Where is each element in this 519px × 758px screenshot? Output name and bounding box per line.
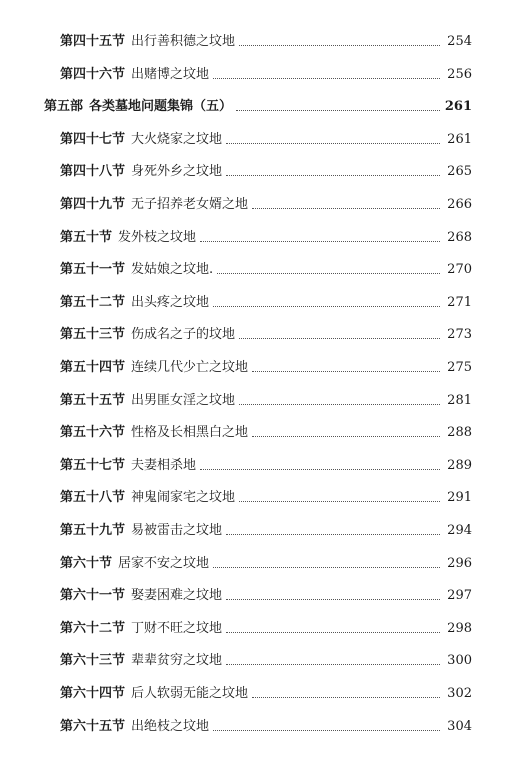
toc-title: 娶妻困难之坟地 bbox=[131, 588, 223, 604]
toc-page-number: 256 bbox=[447, 66, 472, 82]
toc-leader-dots bbox=[226, 174, 440, 176]
toc-page-number: 254 bbox=[447, 34, 472, 49]
toc-section-number: 第五部 bbox=[44, 99, 84, 115]
toc-title: 易被雷击之坟地 bbox=[131, 523, 223, 538]
toc-leader-dots bbox=[226, 598, 440, 600]
toc-entry bbox=[0, 586, 519, 606]
toc-page-number: 294 bbox=[447, 523, 472, 538]
toc-section-number: 第五十八节 bbox=[60, 490, 126, 506]
toc-title: 后人软弱无能之坟地 bbox=[131, 686, 249, 701]
toc-title: 发外枝之坟地 bbox=[118, 229, 197, 245]
toc-section-number: 第五十五节 bbox=[60, 392, 126, 408]
toc-section-number: 第五十三节 bbox=[60, 327, 126, 343]
toc-page-number: 304 bbox=[447, 718, 472, 734]
toc-leader-dots bbox=[200, 468, 440, 470]
toc-page-number: 271 bbox=[447, 294, 472, 310]
toc-title: 连续几代少亡之坟地 bbox=[131, 360, 249, 375]
toc-page-number: 281 bbox=[447, 392, 472, 408]
toc-entry bbox=[0, 717, 519, 737]
toc-entry bbox=[0, 32, 519, 52]
toc-section-number: 第五十七节 bbox=[60, 457, 126, 473]
toc-entry bbox=[0, 391, 519, 411]
toc-title: 大火烧家之坟地 bbox=[131, 131, 223, 147]
toc-leader-dots bbox=[252, 696, 440, 698]
toc-leader-dots bbox=[252, 370, 440, 372]
toc-page-number: 288 bbox=[447, 425, 472, 441]
toc-section-number: 第五十二节 bbox=[60, 294, 126, 310]
toc-title: 身死外乡之坟地 bbox=[131, 164, 223, 180]
toc-entry bbox=[0, 162, 519, 182]
toc-page-number: 270 bbox=[447, 262, 472, 278]
toc-part-heading bbox=[0, 97, 519, 117]
toc-leader-dots bbox=[213, 305, 440, 307]
toc-title: 神鬼闹家宅之坟地 bbox=[131, 490, 236, 506]
toc-title: 夫妻相杀地 bbox=[131, 457, 197, 473]
toc-entry bbox=[0, 651, 519, 671]
toc-leader-dots bbox=[239, 500, 440, 502]
toc-section-number: 第六十二节 bbox=[60, 620, 126, 636]
toc-entry bbox=[0, 195, 519, 215]
toc-title: 各类墓地问题集锦（五） bbox=[89, 99, 233, 115]
toc-leader-dots bbox=[236, 109, 440, 111]
toc-entry bbox=[0, 228, 519, 248]
toc-leader-dots bbox=[213, 566, 440, 568]
toc-entry bbox=[0, 325, 519, 345]
toc-page-number: 266 bbox=[447, 197, 472, 212]
toc-leader-dots bbox=[200, 240, 440, 242]
toc-title: 丁财不旺之坟地 bbox=[131, 620, 223, 636]
toc-section-number: 第六十五节 bbox=[60, 718, 126, 734]
toc-leader-dots bbox=[226, 631, 440, 633]
toc-section-number: 第五十九节 bbox=[60, 523, 126, 538]
toc-page-number: 291 bbox=[447, 490, 472, 506]
toc-section-number: 第六十四节 bbox=[60, 686, 126, 701]
toc-leader-dots bbox=[239, 44, 440, 46]
toc-section-number: 第六十一节 bbox=[60, 588, 126, 604]
toc-page-number: 261 bbox=[444, 99, 472, 115]
toc-entry bbox=[0, 684, 519, 704]
toc-page-number: 296 bbox=[447, 555, 472, 571]
toc-leader-dots bbox=[213, 729, 440, 731]
toc-page-number: 300 bbox=[447, 653, 472, 669]
toc-leader-dots bbox=[239, 337, 440, 339]
toc-entry bbox=[0, 293, 519, 313]
toc-page-number: 265 bbox=[447, 164, 472, 180]
toc-page-number: 289 bbox=[447, 457, 472, 473]
toc-leader-dots bbox=[252, 435, 440, 437]
toc-title: 伤成名之子的坟地 bbox=[131, 327, 236, 343]
toc-leader-dots bbox=[239, 403, 440, 405]
toc-leader-dots bbox=[226, 533, 440, 535]
toc-section-number: 第四十八节 bbox=[60, 164, 126, 180]
toc-page-number: 273 bbox=[447, 327, 472, 343]
toc-section-number: 第四十九节 bbox=[60, 197, 126, 212]
toc-section-number: 第五十一节 bbox=[60, 262, 126, 278]
toc-entry bbox=[0, 423, 519, 443]
toc-section-number: 第六十三节 bbox=[60, 653, 126, 669]
toc-entry bbox=[0, 65, 519, 85]
toc-entry bbox=[0, 130, 519, 150]
toc-entry bbox=[0, 554, 519, 574]
toc-section-number: 第四十五节 bbox=[60, 34, 126, 49]
toc-section-number: 第五十四节 bbox=[60, 360, 126, 375]
toc-title: 居家不安之坟地 bbox=[118, 555, 210, 571]
toc-leader-dots bbox=[252, 207, 440, 209]
toc-section-number: 第五十六节 bbox=[60, 425, 126, 441]
toc-page-number: 297 bbox=[447, 588, 472, 604]
toc-title: 出男匪女淫之坟地 bbox=[131, 392, 236, 408]
toc-page-number: 261 bbox=[447, 131, 472, 147]
toc-leader-dots bbox=[226, 663, 440, 665]
toc-entry bbox=[0, 521, 519, 541]
toc-page-number: 298 bbox=[447, 620, 472, 636]
toc-leader-dots bbox=[217, 272, 440, 274]
toc-entry bbox=[0, 260, 519, 280]
toc-entry bbox=[0, 358, 519, 378]
toc-section-number: 第六十节 bbox=[60, 555, 113, 571]
toc-section-number: 第五十节 bbox=[60, 229, 113, 245]
toc-title: 出赌博之坟地 bbox=[131, 66, 210, 82]
toc-leader-dots bbox=[213, 77, 440, 79]
toc-entry bbox=[0, 619, 519, 639]
toc-title: 辈辈贫穷之坟地 bbox=[131, 653, 223, 669]
toc-section-number: 第四十七节 bbox=[60, 131, 126, 147]
toc-title: 无子招养老女婿之地 bbox=[131, 197, 249, 212]
toc-title: 出绝枝之坟地 bbox=[131, 718, 210, 734]
toc-section-number: 第四十六节 bbox=[60, 66, 126, 82]
toc-title: 出头疼之坟地 bbox=[131, 294, 210, 310]
toc-page-number: 268 bbox=[447, 229, 472, 245]
toc-page-number: 275 bbox=[447, 360, 472, 375]
toc-title: 发姑娘之坟地. bbox=[131, 262, 214, 278]
toc-entry bbox=[0, 456, 519, 476]
toc-page-number: 302 bbox=[447, 686, 472, 701]
toc-title: 出行善积德之坟地 bbox=[131, 34, 236, 49]
toc-title: 性格及长相黑白之地 bbox=[131, 425, 249, 441]
toc-entry bbox=[0, 488, 519, 508]
toc-leader-dots bbox=[226, 142, 440, 144]
